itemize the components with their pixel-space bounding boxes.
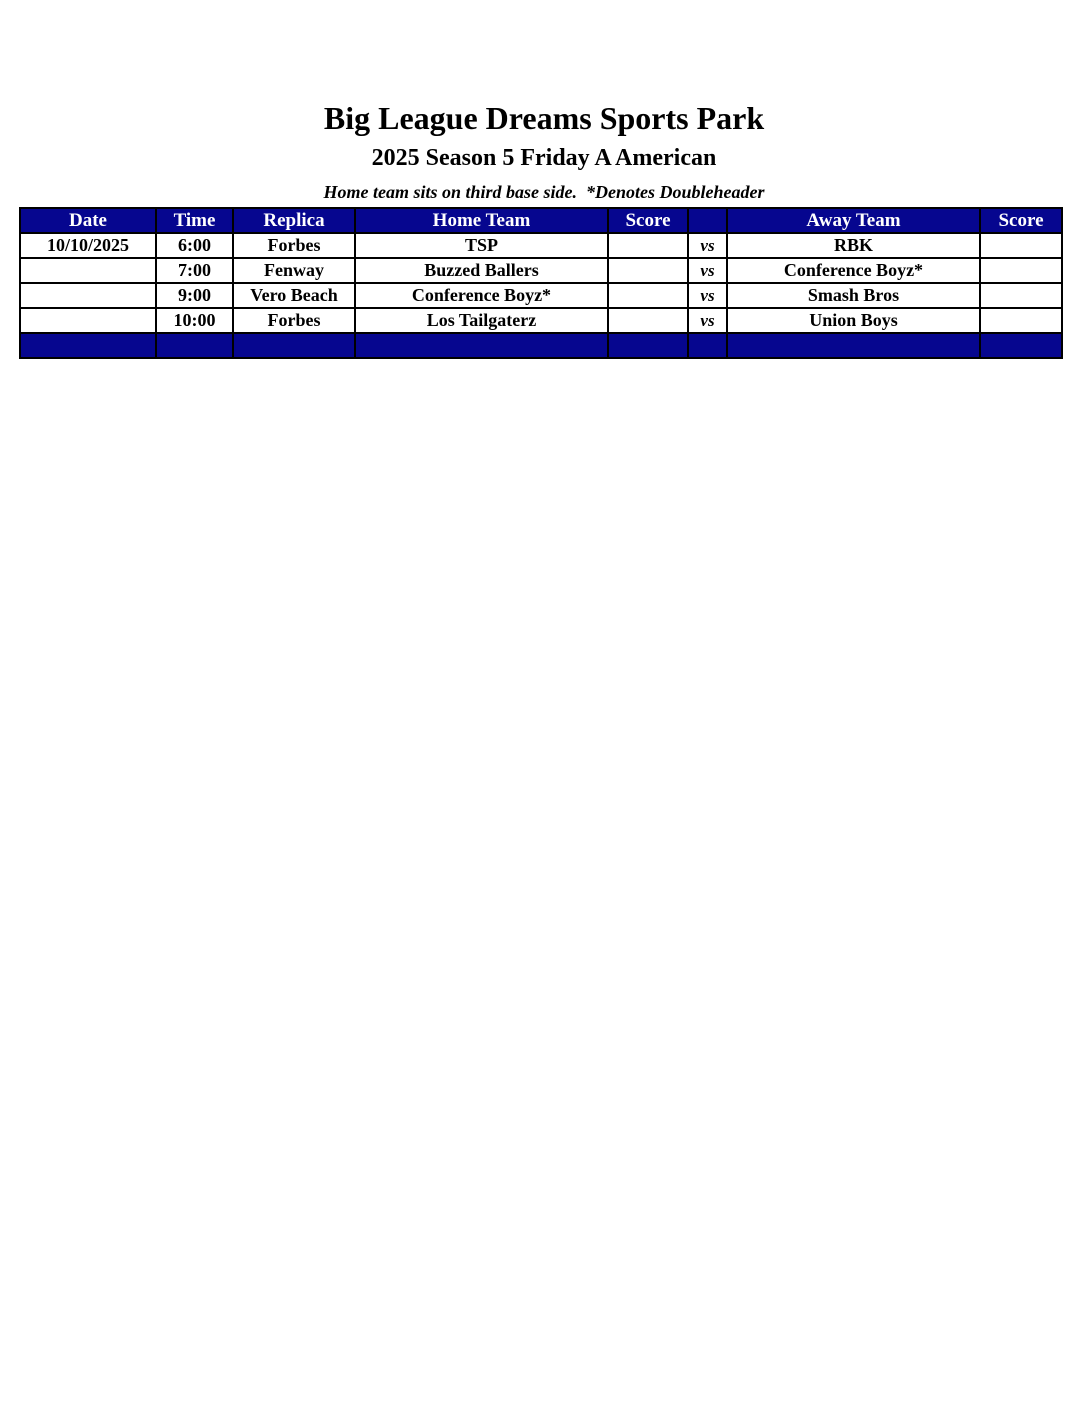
cell-vs: vs <box>688 233 727 258</box>
column-header-home-team: Home Team <box>355 208 608 233</box>
cell-date: 10/10/2025 <box>20 233 156 258</box>
cell-replica: Fenway <box>233 258 355 283</box>
schedule-table <box>19 207 1063 359</box>
cell-replica: Forbes <box>233 233 355 258</box>
cell-home-score <box>608 258 688 283</box>
footer-band-cell <box>233 333 355 358</box>
cell-replica: Forbes <box>233 308 355 333</box>
table-row <box>20 283 1062 308</box>
page-title: Big League Dreams Sports Park <box>323 100 765 136</box>
cell-away-score <box>980 233 1062 258</box>
cell-time: 7:00 <box>156 258 233 283</box>
footer-band-cell <box>156 333 233 358</box>
cell-home-team: Los Tailgaterz <box>355 308 608 333</box>
footer-band-cell <box>608 333 688 358</box>
cell-away-score <box>980 283 1062 308</box>
column-header-replica: Replica <box>233 208 355 233</box>
cell-away-score <box>980 258 1062 283</box>
cell-away-team: Smash Bros <box>727 283 980 308</box>
footer-band-cell <box>20 333 156 358</box>
cell-vs: vs <box>688 258 727 283</box>
cell-date <box>20 283 156 308</box>
column-header-home-score: Score <box>608 208 688 233</box>
cell-date <box>20 258 156 283</box>
column-header-away-score: Score <box>980 208 1062 233</box>
cell-home-score <box>608 308 688 333</box>
footer-band-cell <box>355 333 608 358</box>
cell-home-team: Buzzed Ballers <box>355 258 608 283</box>
table-row <box>20 258 1062 283</box>
cell-away-team: RBK <box>727 233 980 258</box>
cell-home-score <box>608 233 688 258</box>
cell-date <box>20 308 156 333</box>
column-header-away-team: Away Team <box>727 208 980 233</box>
cell-away-team: Union Boys <box>727 308 980 333</box>
cell-time: 6:00 <box>156 233 233 258</box>
table-row <box>20 308 1062 333</box>
cell-vs: vs <box>688 283 727 308</box>
column-header-time: Time <box>156 208 233 233</box>
cell-vs: vs <box>688 308 727 333</box>
cell-home-team: TSP <box>355 233 608 258</box>
cell-time: 9:00 <box>156 283 233 308</box>
table-header-row <box>20 208 1062 233</box>
cell-home-team: Conference Boyz* <box>355 283 608 308</box>
cell-away-team: Conference Boyz* <box>727 258 980 283</box>
cell-away-score <box>980 308 1062 333</box>
column-header-date: Date <box>20 208 156 233</box>
footer-band-cell <box>688 333 727 358</box>
table-footer-band <box>20 333 1062 358</box>
season-subtitle: 2025 Season 5 Friday A American <box>371 145 717 171</box>
column-header-vs <box>688 208 727 233</box>
cell-replica: Vero Beach <box>233 283 355 308</box>
cell-home-score <box>608 283 688 308</box>
footer-band-cell <box>980 333 1062 358</box>
footer-band-cell <box>727 333 980 358</box>
table-row <box>20 233 1062 258</box>
schedule-note: Home team sits on third base side. *Denotes Doubleheader <box>323 182 765 202</box>
cell-time: 10:00 <box>156 308 233 333</box>
